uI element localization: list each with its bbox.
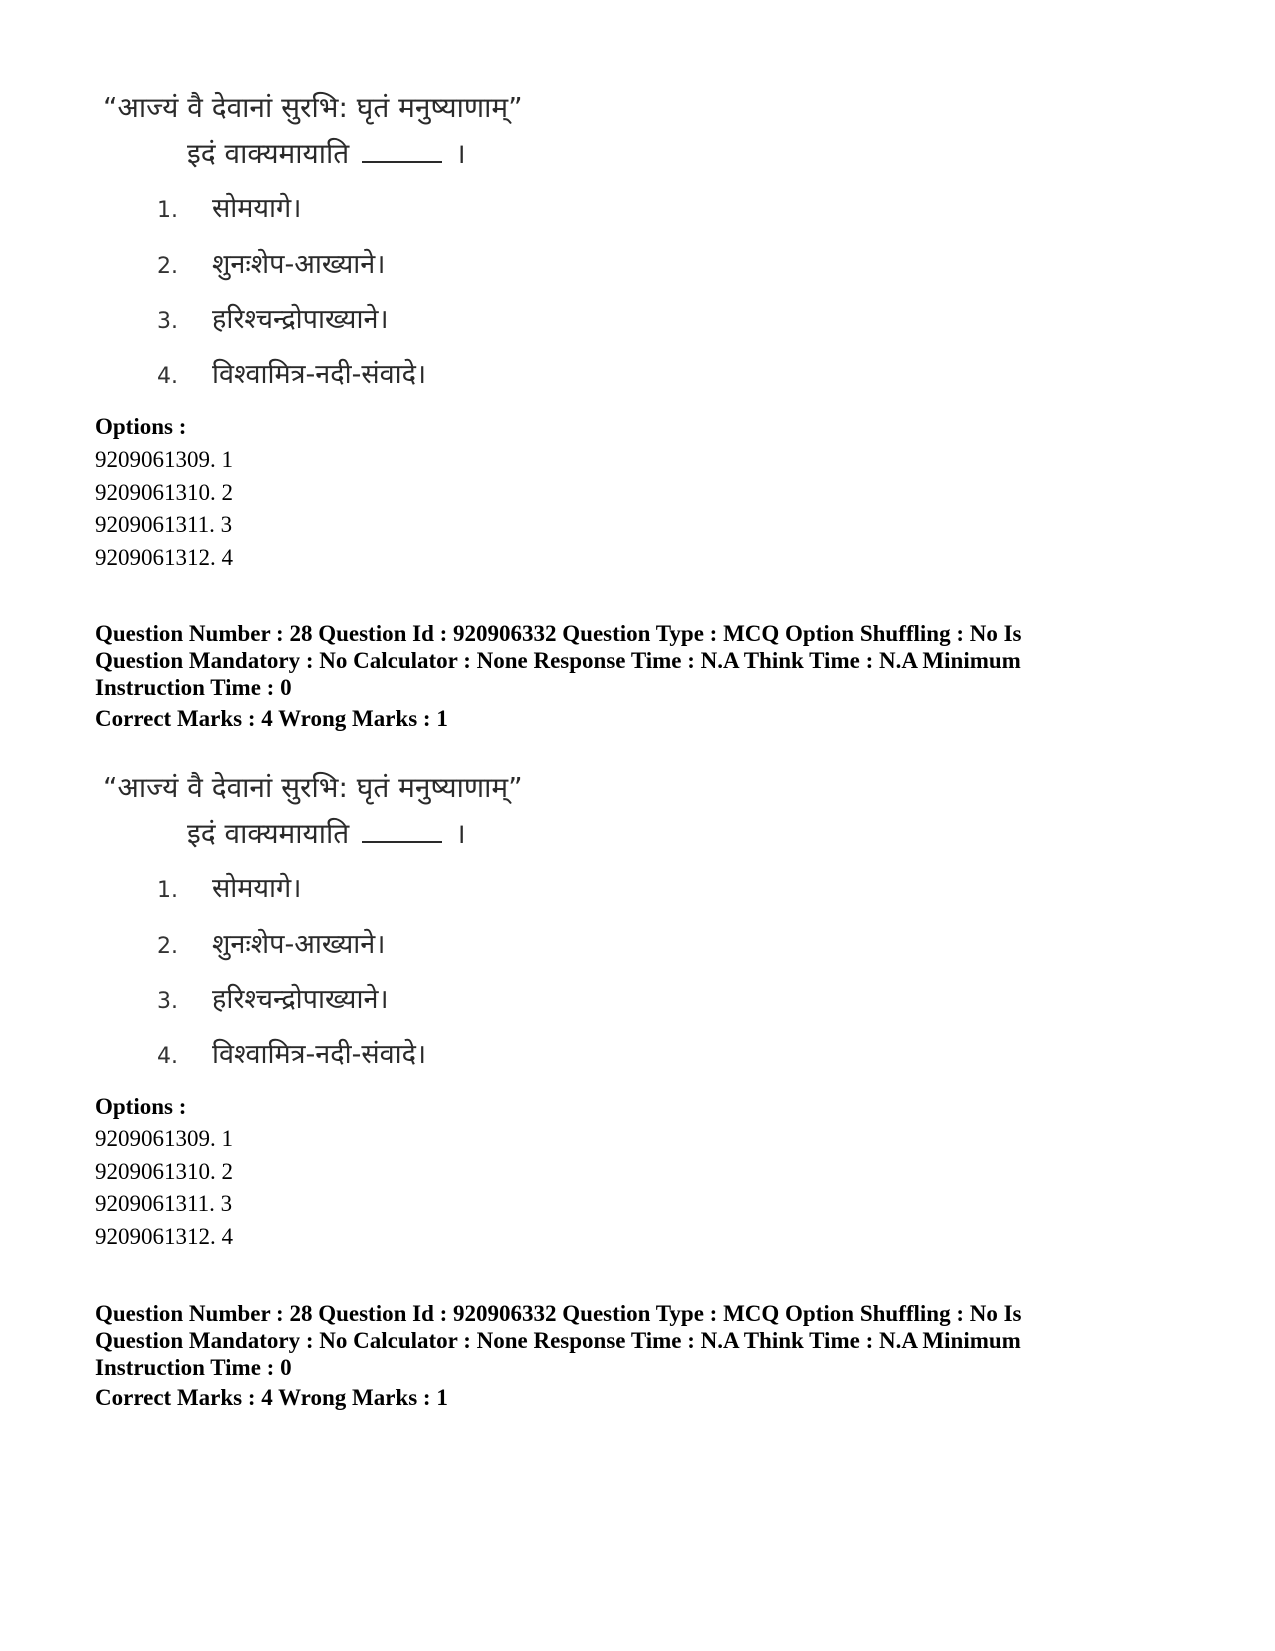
question-stem-line2 <box>187 134 466 172</box>
option-number: 1. <box>157 878 178 903</box>
option-text: हरिश्चन्द्रोपाख्याने। <box>212 304 389 335</box>
stem-prefix: इदं वाक्यमायाति <box>187 817 350 850</box>
question-option <box>157 188 301 225</box>
meta-line: Question Mandatory : No Calculator : None Response Time : N.A Think Time : N.A Minimum <box>95 648 1021 673</box>
option-number: 4. <box>157 1044 178 1069</box>
option-id: 9209061310. 2 <box>95 1159 233 1184</box>
option-text: शुनःशेप-आख्याने। <box>212 929 386 960</box>
option-id: 9209061312. 4 <box>95 1224 233 1249</box>
options-label: Options : <box>95 414 187 439</box>
option-number: 4. <box>157 364 178 389</box>
marks-line: Correct Marks : 4 Wrong Marks : 1 <box>95 1385 448 1410</box>
meta-line: Question Number : 28 Question Id : 920906332 Question Type : MCQ Option Shuffling : No Is <box>95 621 1022 646</box>
question-stem-line2 <box>187 814 466 852</box>
question-option <box>157 354 426 391</box>
meta-line: Question Mandatory : No Calculator : None Response Time : N.A Think Time : N.A Minimum <box>95 1328 1021 1353</box>
stem-suffix: । <box>455 137 466 170</box>
option-text: शुनःशेप-आख्याने। <box>212 249 386 280</box>
question-option <box>157 1034 426 1071</box>
option-text: सोमयागे। <box>212 193 302 224</box>
option-number: 2. <box>157 254 178 279</box>
question-option <box>157 979 389 1016</box>
option-text: सोमयागे। <box>212 873 302 904</box>
options-label: Options : <box>95 1094 187 1119</box>
fill-blank <box>362 160 442 163</box>
stem-suffix: । <box>455 817 466 850</box>
question-image <box>95 88 523 408</box>
option-id: 9209061309. 1 <box>95 447 233 472</box>
option-text: विश्वामित्र-नदी-संवादे। <box>212 1039 427 1070</box>
question-meta <box>95 1300 1095 1381</box>
option-id: 9209061311. 3 <box>95 512 233 537</box>
fill-blank <box>362 840 442 843</box>
option-id: 9209061312. 4 <box>95 545 233 570</box>
option-number: 3. <box>157 989 178 1014</box>
marks-line: Correct Marks : 4 Wrong Marks : 1 <box>95 706 448 731</box>
question-option <box>157 924 386 961</box>
meta-line: Instruction Time : 0 <box>95 1355 292 1380</box>
question-meta <box>95 620 1095 701</box>
question-option <box>157 244 386 281</box>
meta-line: Question Number : 28 Question Id : 920906332 Question Type : MCQ Option Shuffling : No Is <box>95 1301 1022 1326</box>
question-image <box>95 768 523 1088</box>
question-stem-line1: “आज्यं वै देवानां सुरभि: घृतं मनुष्याणाम्” <box>103 771 523 804</box>
option-number: 2. <box>157 934 178 959</box>
option-id: 9209061309. 1 <box>95 1126 233 1151</box>
question-stem-line1: “आज्यं वै देवानां सुरभि: घृतं मनुष्याणाम्” <box>103 91 523 124</box>
option-id: 9209061310. 2 <box>95 480 233 505</box>
option-number: 1. <box>157 198 178 223</box>
option-text: हरिश्चन्द्रोपाख्याने। <box>212 984 389 1015</box>
question-option <box>157 868 301 905</box>
option-id: 9209061311. 3 <box>95 1191 233 1216</box>
stem-prefix: इदं वाक्यमायाति <box>187 137 350 170</box>
question-option <box>157 299 389 336</box>
option-number: 3. <box>157 309 178 334</box>
meta-line: Instruction Time : 0 <box>95 675 292 700</box>
option-text: विश्वामित्र-नदी-संवादे। <box>212 359 427 390</box>
